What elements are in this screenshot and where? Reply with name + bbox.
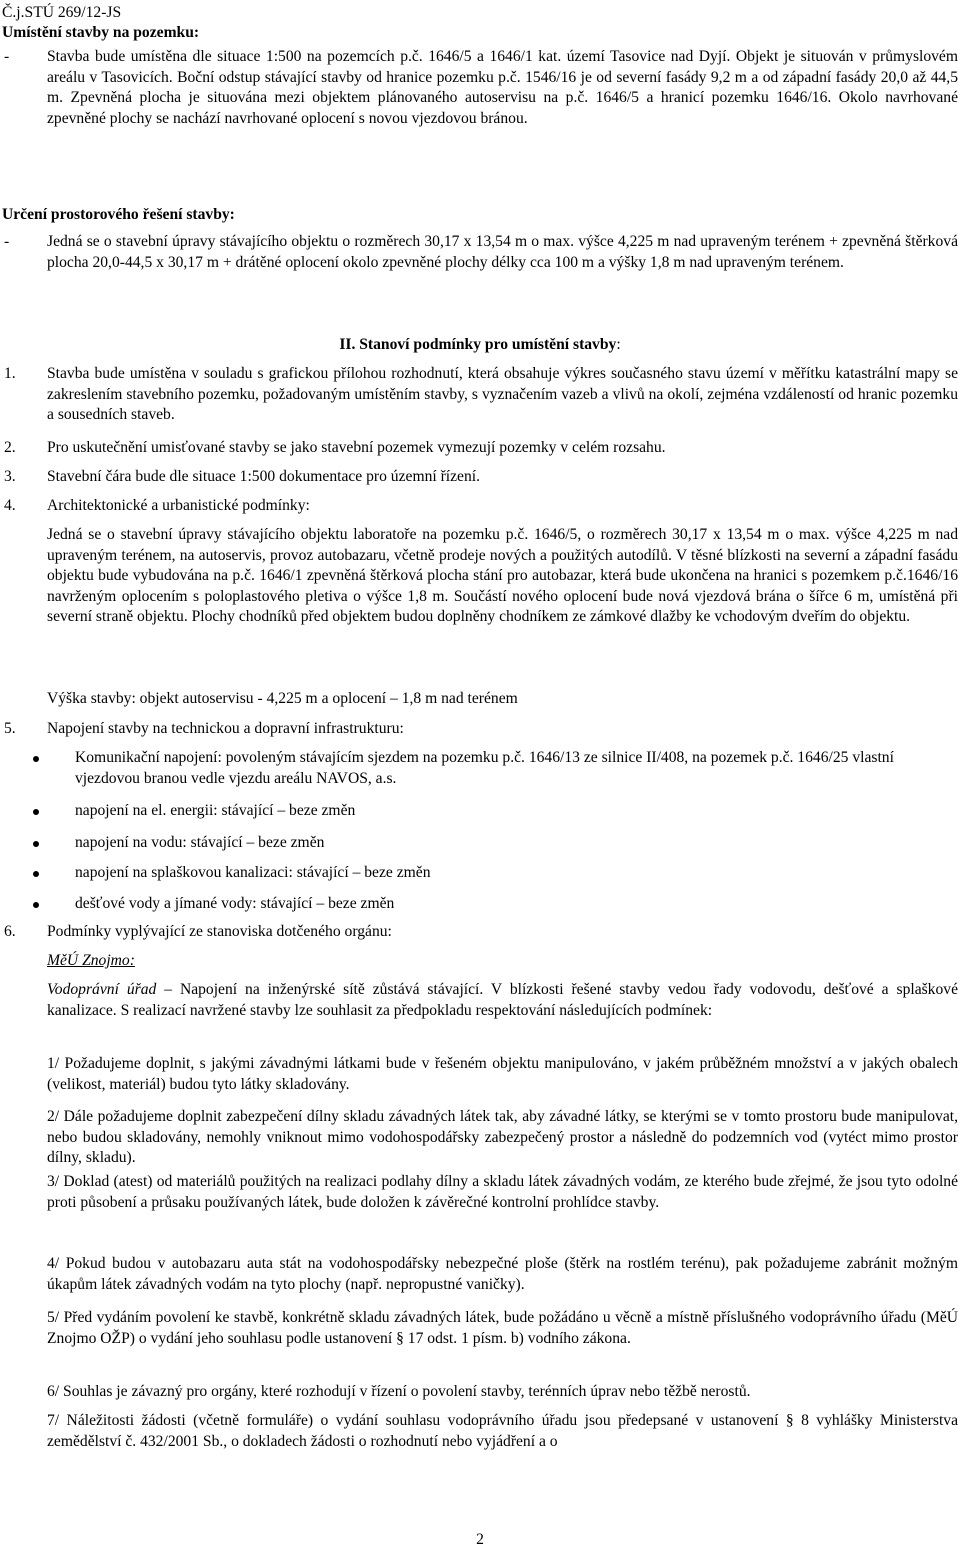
bullet-item: [0, 801, 958, 822]
section-title-placement: Umístění stavby na pozemku:: [2, 24, 200, 41]
bullet-item: [0, 748, 958, 789]
condition-item: 4/ Pokud budou v autobazaru auta stát na vodohospodářsky nebezpečné ploše (štěrk na rostlém terénu), pak požadujeme zabránit možným úkapům látek závadných vodám na tyto plochy (např. nepropustné vaničky).: [47, 1255, 958, 1293]
bullet-item: [0, 833, 958, 854]
item-number: 1.: [4, 365, 16, 382]
numbered-item-5: [0, 719, 958, 740]
bullet-text: napojení na el. energii: stávající – beze změn: [75, 802, 356, 819]
numbered-item-6: [0, 922, 958, 943]
numbered-item-2: [0, 438, 958, 459]
page-number: 2: [476, 1531, 484, 1548]
item-number: 4.: [4, 497, 16, 514]
section-title-spatial: Určení prostorového řešení stavby:: [2, 206, 235, 223]
water-authority-label: Vodoprávní úřad: [47, 981, 157, 998]
item-text: Stavba bude umístěna v souladu s grafickou přílohou rozhodnutí, která obsahuje výkres současného stavu území v měřítku katastrální mapy se zakreslením stavebního pozemku, požadovaným umístěním stavby, s vyznačením vazeb a vlivů na okolí, zejména vzdáleností od hranic pozemku a sousedních staveb.: [47, 365, 958, 423]
document-reference: Č.j.STÚ 269/12-JS: [2, 4, 122, 21]
bullet-dot-icon: [33, 841, 39, 847]
numbered-item-4: [0, 496, 958, 517]
item-number: 6.: [4, 923, 16, 940]
condition-item: 2/ Dále požadujeme doplnit zabezpečení dílny skladu závadných látek tak, aby závadné látky, se kterými se v tomto prostoru bude manipulovat, nebo budou skladovány, nemohly vniknout mimo vodohospodářsky zabezpečený prostor a následně do podzemních vod (vytéct mimo prostor dílny, skladu).: [47, 1108, 958, 1166]
conditions-heading-colon: :: [616, 336, 621, 353]
bullet-dot-icon: [33, 809, 39, 815]
item-text: Stavební čára bude dle situace 1:500 dokumentace pro územní řízení.: [47, 468, 481, 485]
placement-paragraph: Stavba bude umístěna dle situace 1:500 na pozemcích p.č. 1646/5 a 1646/1 kat. území Tasovice nad Dyjí. Objekt je situován v průmyslovém areálu v Tasovicích. Boční odstup stávající stavby od hranice pozemku p.č. 1546/16 je od severní fasády 9,2 m a od západní fasády 20,0 až 44,5 m. Zpevněná plocha je situována mezi objektem plánovaného autoservisu na p.č. 1646/5 a hranicí pozemku 1646/16. Okolo navrhované zpevněné plochy se nachází navrhované oplocení s novou vjezdovou bránou.: [47, 48, 958, 127]
condition-item: 6/ Souhlas je závazný pro orgány, které rozhodují v řízení o povolení stavby, terénních úprav nebo těžbě nerostů.: [47, 1383, 751, 1400]
building-height-paragraph: Výška stavby: objekt autoservisu - 4,225 m a oplocení – 1,8 m nad terénem: [47, 690, 518, 707]
architecture-paragraph: Jedná se o stavební úpravy stávajícího objektu laboratoře na pozemku p.č. 1646/5, o rozměrech 30,17 x 13,54 m o max. výšce 4,225 m nad upraveným terénem, na autoservis, provoz autobazaru, včetně prodeje nových a použitých autodílů. V těsné blízkosti na severní a západní fasádu objektu bude vybudována na p.č. 1646/1 zpevněná štěrková plocha stání pro autobazar, která bude ukončena na hranici s pozemkem p.č.1646/16 navrženým oplocením s poloplastového pletiva o výšce 1,8 m. Součástí nového oplocení bude nová vjezdová brána o šířce 6 m, umístěná při severní straně objektu. Plochy chodníků před objektem budou doplněny chodníkem ze zámkové dlažby ke vchodovým dveřím do objektu.: [47, 526, 958, 625]
condition-item: 5/ Před vydáním povolení ke stavbě, konkrétně skladu závadných látek, bude požádáno u věcně a místně příslušného vodoprávního úřadu (MěÚ Znojmo OŽP) o vydání jeho souhlasu podle ustanovení § 17 odst. 1 písm. b) vodního zákona.: [47, 1309, 958, 1347]
bullet-dot-icon: [33, 871, 39, 877]
authority-name: [47, 951, 958, 972]
authority-label: MěÚ Znojmo:: [47, 952, 135, 969]
numbered-item-3: [0, 467, 958, 488]
condition-item: 7/ Náležitosti žádosti (včetně formuláře) o vydání souhlasu vodoprávního úřadu jsou předepsané v ustanovení § 8 vyhlášky Ministerstva zemědělství č. 432/2001 Sb., o dokladech žádosti o rozhodnutí nebo vyjádření a o: [47, 1412, 958, 1450]
item-text: Pro uskutečnění umisťované stavby se jako stavební pozemek vymezují pozemky v celém rozsahu.: [47, 439, 666, 456]
section-heading-conditions: [0, 335, 960, 356]
numbered-item-1: [0, 364, 958, 426]
item-text: Podmínky vyplývající ze stanoviska dotčeného orgánu:: [47, 923, 392, 940]
dash-marker: -: [4, 233, 10, 250]
item-text: Architektonické a urbanistické podmínky:: [47, 497, 310, 514]
bullet-text: dešťové vody a jímané vody: stávající – beze změn: [75, 895, 395, 912]
bullet-text: napojení na splaškovou kanalizaci: stávající – beze změn: [75, 864, 431, 881]
condition-item: 3/ Doklad (atest) od materiálů použitých na realizaci podlahy dílny a skladu látek závadných vodám, ze kterého bude zřejmé, že jsou tyto odolné proti působení a průsaku používaných látek, bude doložen k závěrečné kontrolní prohlídce stavby.: [47, 1173, 958, 1211]
bullet-item: [0, 863, 958, 884]
section-spatial-text: [0, 232, 958, 273]
water-authority-paragraph: [47, 980, 958, 1021]
bullet-dot-icon: [33, 756, 39, 762]
conditions-heading-text: II. Stanoví podmínky pro umístění stavby: [339, 336, 617, 353]
water-authority-text: – Napojení na inženýrské sítě zůstává stávající. V blízkosti řešené stavby vedou řady vodovodu, dešťové a splaškové kanalizace. S realizací navržené stavby lze souhlasit za předpokladu respektování následujících podmínek:: [47, 981, 958, 1019]
item-number: 3.: [4, 468, 16, 485]
section-placement-text: [0, 47, 958, 129]
dash-marker: -: [4, 48, 10, 65]
spatial-paragraph: Jedná se o stavební úpravy stávajícího objektu o rozměrech 30,17 x 13,54 m o max. výšce 4,225 m nad upraveným terénem + zpevněná štěrková plocha 20,0-44,5 x 30,17 m + drátěné oplocení okolo zpevněné plochy délky cca 100 m a výšky 1,8 m nad upraveným terénem.: [47, 233, 958, 271]
condition-item: 1/ Požadujeme doplnit, s jakými závadnými látkami bude v řešeném objektu manipulováno, v jakém průběžném množství a v jakých obalech (velikost, materiál) budou tyto látky skladovány.: [47, 1055, 958, 1093]
bullet-dot-icon: [33, 902, 39, 908]
item-text: Napojení stavby na technickou a dopravní infrastrukturu:: [47, 720, 404, 737]
bullet-text: napojení na vodu: stávající – beze změn: [75, 834, 325, 851]
item-number: 2.: [4, 439, 16, 456]
item-number: 5.: [4, 720, 16, 737]
bullet-text: Komunikační napojení: povoleným stávajícím sjezdem na pozemku p.č. 1646/13 ze silnice II/408, na pozemek p.č. 1646/25 vlastní vjezdovou branou vedle vjezdu areálu NAVOS, a.s.: [75, 749, 894, 787]
bullet-item: [0, 894, 958, 915]
